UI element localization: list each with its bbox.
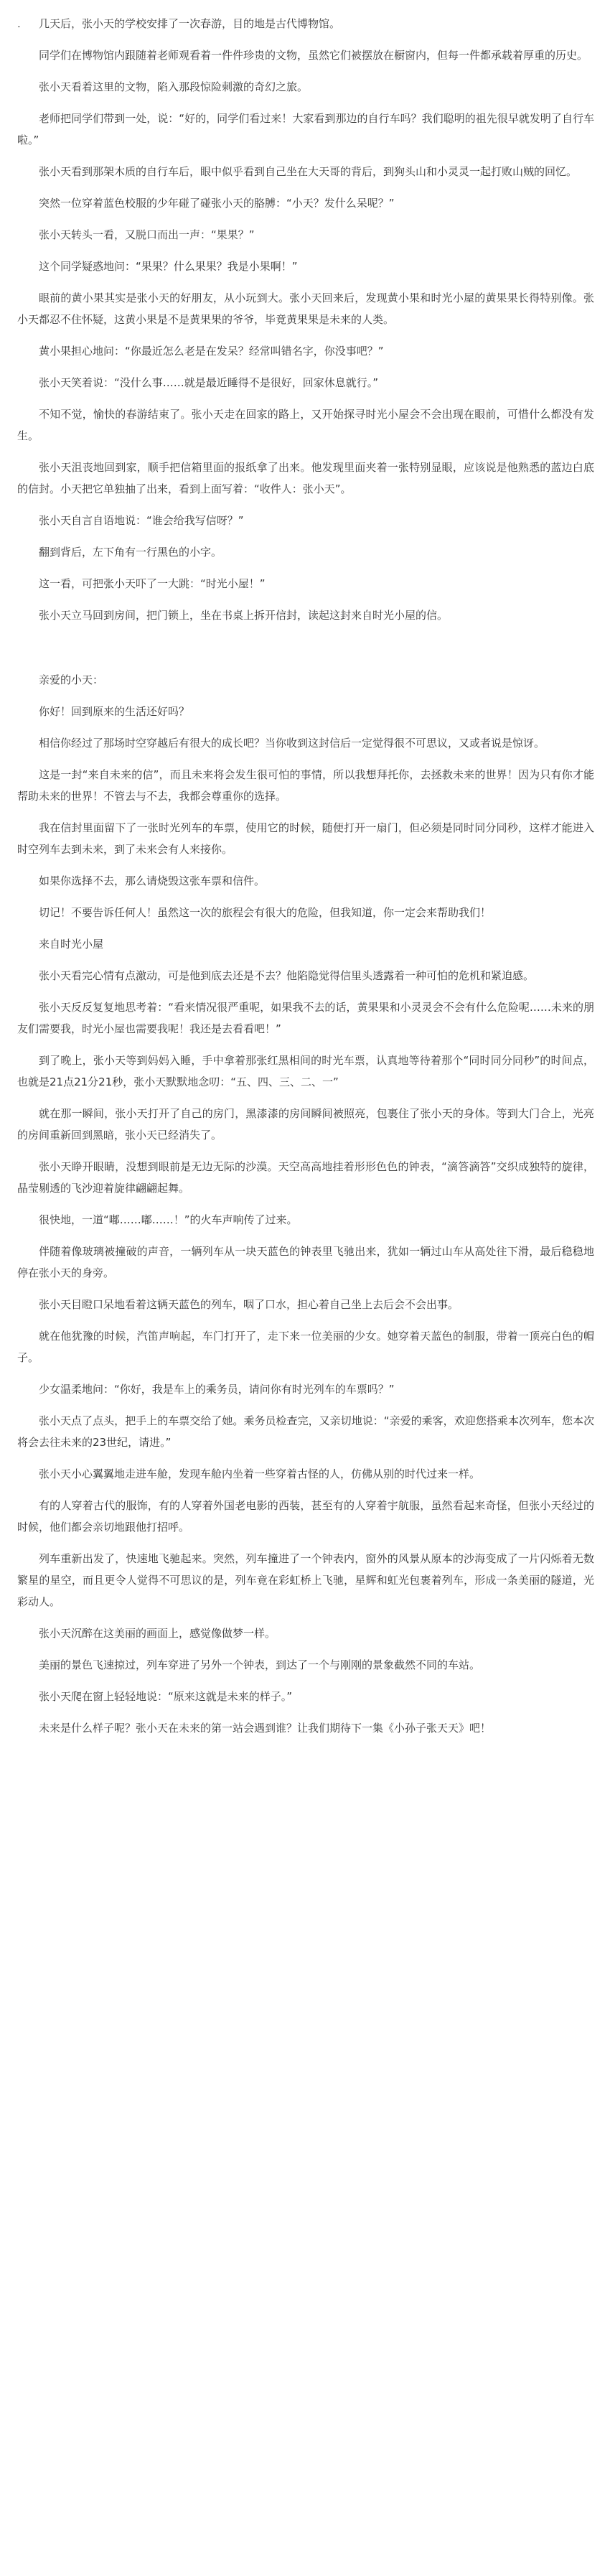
paragraph: 张小天自言自语地说：“谁会给我写信呀？” [39,514,244,527]
paragraph: 张小天看着这里的文物，陷入那段惊险刺激的奇幻之旅。 [39,80,309,93]
paragraph: 张小天立马回到房间，把门锁上，坐在书桌上拆开信封，读起这封来自时光小屋的信。 [39,609,449,622]
paragraph: 少女温柔地问：“你好，我是车上的乘务员，请问你有时光列车的车票吗？” [39,1383,395,1396]
paragraph: 翻到背后，左下角有一行黑色的小字。 [39,546,222,559]
letter-paragraph: 切记！不要告诉任何人！虽然这一次的旅程会有很大的危险，但我知道，你一定会来帮助我们！ [39,906,492,919]
paragraph: 张小天沉醉在这美丽的画面上，感觉像做梦一样。 [39,1627,276,1640]
paragraph: 几天后，张小天的学校安排了一次春游，目的地是古代博物馆。 [39,17,341,30]
paragraph: 张小天转头一看，又脱口而出一声：“果果？” [39,228,255,241]
letter-salutation: 亲爱的小天： [39,673,104,686]
paragraph: 张小天反反复复地思考着：“看来情况很严重呢，如果我不去的话，黄果果和小灵灵会不会有什么危险呢……未来的朋友们需要我，时光小屋也需要我呢！我还是去看看吧！” [17,1001,594,1035]
paragraph: 黄小果担心地问：“你最近怎么老是在发呆？经常叫错名字，你没事吧？” [39,345,384,358]
paragraph: 张小天沮丧地回到家，顺手把信箱里面的报纸拿了出来。他发现里面夹着一张特别显眼，应该说是他熟悉的蓝边白底的信封。小天把它单独抽了出来，看到上面写着：“收件人：张小天”。 [17,461,594,495]
paragraph: 张小天看完心情有点激动，可是他到底去还是不去？他陷隐觉得信里头透露着一种可怕的危机和紧迫感。 [39,969,535,982]
paragraph: 这一看，可把张小天吓了一大跳：“时光小屋！” [39,577,266,590]
paragraph: 张小天笑着说：“没什么事……就是最近睡得不是很好，回家休息就行。” [39,376,379,389]
paragraph: 张小天睁开眼睛，没想到眼前是无边无际的沙漠。天空高高地挂着形形色色的钟表，“滴答滴答”交织成独特的旋律，晶莹剔透的飞沙迎着旋律翩翩起舞。 [17,1160,594,1195]
paragraph: 突然一位穿着蓝色校服的少年碰了碰张小天的胳膊：“小天？发什么呆呢？” [39,197,395,210]
letter-greeting: 你好！回到原来的生活还好吗？ [39,705,190,718]
page-marker: . [17,17,21,30]
paragraph: 老师把同学们带到一处，说：“好的，同学们看过来！大家看到那边的自行车吗？我们聪明的祖先很早就发明了自行车啦。” [17,112,594,146]
paragraph: 这个同学疑惑地问：“果果？什么果果？我是小果啊！” [39,260,298,273]
paragraph: 有的人穿着古代的服饰，有的人穿着外国老电影的西装，甚至有的人穿着宇航服，虽然看起来奇怪，但张小天经过的时候，他们都会亲切地跟他打招呼。 [17,1499,594,1534]
paragraph: 未来是什么样子呢？张小天在未来的第一站会遇到谁？让我们期待下一集《小孙子张天天》吧！ [39,1722,492,1735]
letter-paragraph: 相信你经过了那场时空穿越后有很大的成长吧？当你收到这封信后一定觉得很不可思议，又或者说是惊讶。 [39,737,545,750]
section-gap [17,636,594,669]
paragraph: 到了晚上，张小天等到妈妈入睡，手中拿着那张红黑相间的时光车票，认真地等待着那个“同时同分同秒”的时间点，也就是21点21分21秒，张小天默默地念叨：“五、四、三、二、一” [17,1054,594,1088]
paragraph: 美丽的景色飞速掠过，列车穿进了另外一个钟表，到达了一个与刚刚的景象截然不同的车站。 [39,1658,481,1671]
paragraph: 张小天点了点头，把手上的车票交给了她。乘务员检查完，又亲切地说：“亲爱的乘客，欢迎您搭乘本次列车，您本次将会去往未来的23世纪，请进。” [17,1414,594,1449]
paragraph: 张小天目瞪口呆地看着这辆天蓝色的列车，咽了口水，担心着自己坐上去后会不会出事。 [39,1298,459,1311]
paragraph: 列车重新出发了，快速地飞驰起来。突然，列车撞进了一个钟表内，窗外的风景从原本的沙海变成了一片闪烁着无数繁星的星空，而且更令人觉得不可思议的是，列车竟在彩虹桥上飞驰，星辉和虹光包裹着列车，形成一条美丽的隧道，光彩动人。 [17,1552,594,1608]
paragraph: 同学们在博物馆内跟随着老师观看着一件件珍贵的文物，虽然它们被摆放在橱窗内，但每一件都承载着厚重的历史。 [39,49,588,62]
paragraph: 张小天看到那架木质的自行车后，眼中似乎看到自己坐在大天哥的背后，到狗头山和小灵灵一起打败山贼的回忆。 [39,165,578,178]
paragraph: 张小天小心翼翼地走进车舱，发现车舱内坐着一些穿着古怪的人，仿佛从别的时代过来一样。 [39,1467,481,1480]
letter-paragraph: 我在信封里面留下了一张时光列车的车票，使用它的时候，随便打开一扇门，但必须是同时同分同秒，这样才能进入时空列车去到未来，到了未来会有人来接你。 [17,821,594,856]
paragraph: 伴随着像玻璃被撞破的声音，一辆列车从一块天蓝色的钟表里飞驰出来，犹如一辆过山车从高处往下滑，最后稳稳地停在张小天的身旁。 [17,1245,594,1279]
paragraph: 眼前的黄小果其实是张小天的好朋友，从小玩到大。张小天回来后，发现黄小果和时光小屋的黄果果长得特别像。张小天都忍不住怀疑，这黄小果是不是黄果果的爷爷，毕竟黄果果是未来的人类。 [17,291,594,326]
letter-paragraph: 这是一封“来自未来的信”，而且未来将会发生很可怕的事情，所以我想拜托你，去拯救未来的世界！因为只有你才能帮助未来的世界！不管去与不去，我都会尊重你的选择。 [17,768,594,803]
letter-paragraph: 如果你选择不去，那么请烧毁这张车票和信件。 [39,874,266,887]
paragraph: 很快地，一道“嘟……嘟……！”的火车声响传了过来。 [39,1213,298,1226]
paragraph: 不知不觉，愉快的春游结束了。张小天走在回家的路上，又开始探寻时光小屋会不会出现在眼前，可惜什么都没有发生。 [17,408,594,442]
paragraph: 就在他犹豫的时候，汽笛声响起，车门打开了，走下来一位美丽的少女。她穿着天蓝色的制服，带着一顶亮白色的帽子。 [17,1330,594,1364]
letter-signature: 来自时光小屋 [39,938,104,951]
paragraph: 就在那一瞬间，张小天打开了自己的房门，黑漆漆的房间瞬间被照亮，包裹住了张小天的身体。等到大门合上，光亮的房间重新回到黑暗，张小天已经消失了。 [17,1107,594,1142]
paragraph: 张小天爬在窗上轻轻地说：“原来这就是未来的样子。” [39,1690,293,1703]
